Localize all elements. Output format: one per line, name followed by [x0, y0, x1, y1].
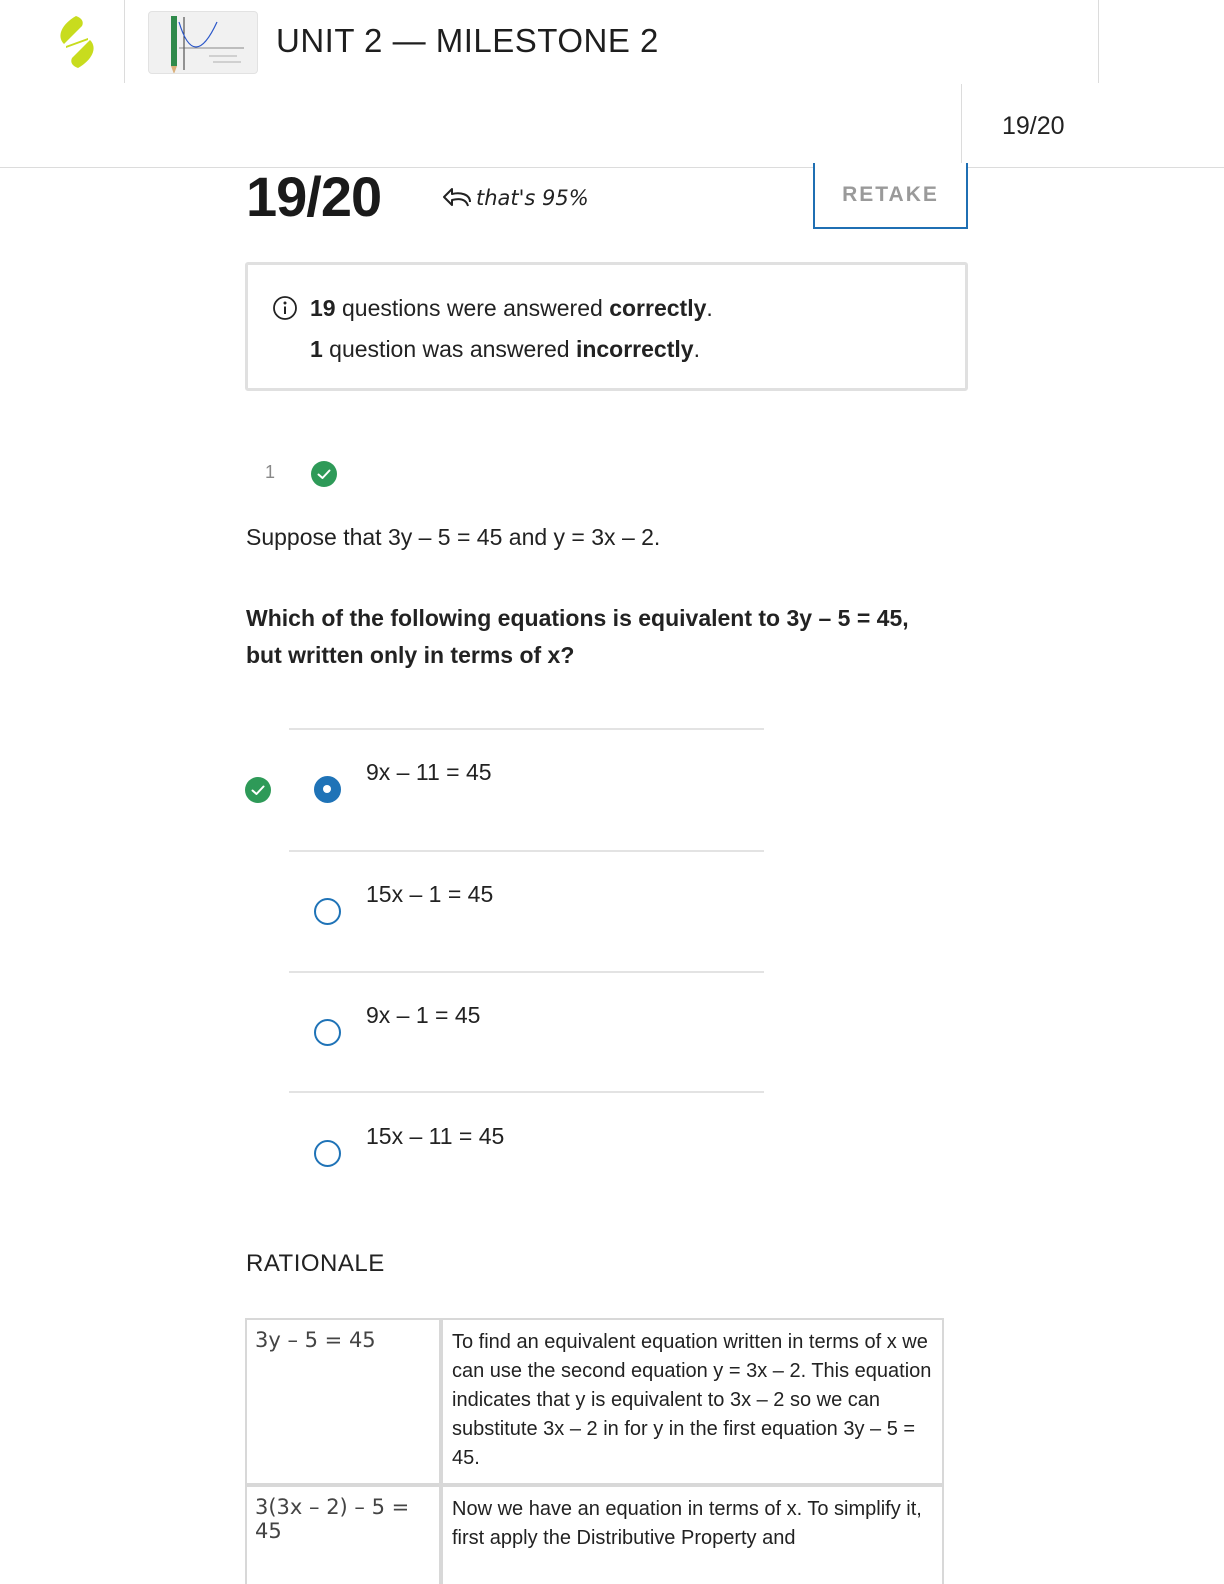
incorrect-summary: 1 question was answered incorrectly.: [310, 336, 700, 362]
header-divider-right: [1098, 0, 1099, 83]
rationale-heading: RATIONALE: [246, 1250, 385, 1277]
retake-button[interactable]: RETAKE: [813, 163, 968, 229]
rationale-text-cell: [441, 1318, 944, 1485]
rationale-text-1: To find an equivalent equation written in terms of x we can use the second equation y = 3x – 2. This equation indicates that y is equivalent to 3x – 2 so we can substitute 3x – 2 in for y in the first equation 3y – 5 = 45.: [452, 1331, 932, 1469]
choice-label-4[interactable]: 15x – 11 = 45: [366, 1123, 505, 1149]
header-score: 19/20: [1002, 112, 1065, 140]
percent-text: that's 95%: [476, 186, 589, 210]
header-divider: [124, 0, 125, 83]
score-panel-divider: [961, 84, 962, 167]
choice-divider: [289, 971, 764, 973]
top-header: [0, 0, 1224, 84]
rationale-text-2: Now we have an equation in terms of x. To simplify it, first apply the Distributive Property and: [452, 1498, 922, 1549]
percent-note: [442, 186, 589, 210]
choice-label-1[interactable]: 9x – 11 = 45: [366, 759, 492, 785]
question-number: 1: [265, 462, 276, 482]
page-title: UNIT 2 — MILESTONE 2: [276, 22, 659, 59]
correct-check-icon: [311, 461, 337, 487]
sophia-logo-icon[interactable]: [52, 14, 102, 70]
curved-arrow-icon: [442, 186, 472, 210]
choice-radio-2[interactable]: [314, 898, 341, 925]
unit-thumbnail: [148, 11, 258, 74]
rationale-text-cell: [441, 1485, 944, 1584]
question-prompt: Which of the following equations is equivalent to 3y – 5 = 45, but written only in terms of x?: [246, 605, 909, 668]
choice-divider: [289, 1091, 764, 1093]
choice-radio-3[interactable]: [314, 1019, 341, 1046]
choice-label-3[interactable]: 9x – 1 = 45: [366, 1002, 481, 1028]
choice-label-2[interactable]: 15x – 1 = 45: [366, 881, 494, 907]
rationale-math-cell: [245, 1318, 441, 1485]
results-summary: [245, 262, 968, 391]
choice-divider: [289, 850, 764, 852]
header-bottom-border: [0, 167, 1224, 168]
choice-radio-1[interactable]: [314, 776, 341, 803]
rationale-math-1: 3y – 5 = 45: [255, 1328, 376, 1352]
choice-radio-4[interactable]: [314, 1140, 341, 1167]
question-intro: Suppose that 3y – 5 = 45 and y = 3x – 2.: [246, 524, 661, 550]
big-score: 19/20: [246, 165, 382, 228]
rationale-math-2: 3(3x – 2) – 5 = 45: [255, 1495, 410, 1543]
info-icon: [272, 295, 298, 321]
selected-correct-check-icon: [245, 777, 271, 803]
correct-summary: 19 questions were answered correctly.: [310, 295, 713, 321]
choice-divider: [289, 728, 764, 730]
rationale-math-cell: [245, 1485, 441, 1584]
